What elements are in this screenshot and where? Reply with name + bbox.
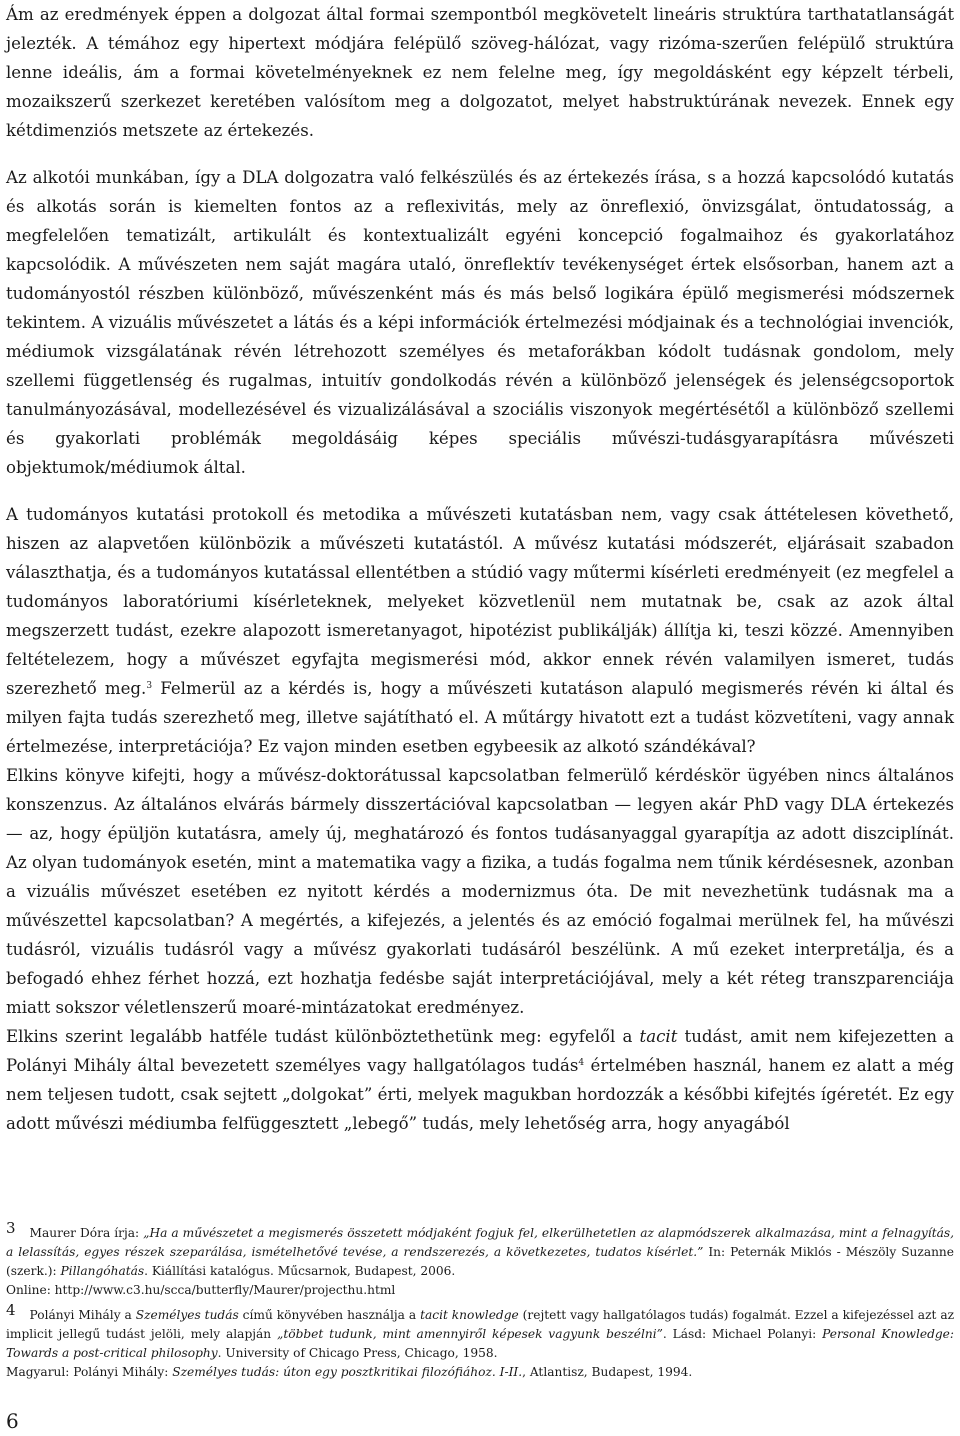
body-text — [6, 0, 954, 1138]
paragraph-elkins-knowledge-part3: értelmében használ, hanem ez alatt a még nem teljesen tudott, csak sejtett „dolgokat” érti, melyek magukban hordozzák a későbbi kifejtés ígéretét. Ez egy adott művészi médiumba felfüggesztett „lebegő” tudás, mely lehetőség arra, hogy anyagából — [6, 1056, 954, 1133]
paragraph-research-protocol-part1: A tudományos kutatási protokoll és metodika a művészeti kutatásban nem, vagy csak áttételesen követhető, hiszen az alapvetően különbözik a művészeti kutatástól. A művész kutatási módszerét, eljárásait szabadon választhatja, és a tudományos kutatással ellentétben a stúdió vagy műtermi kísérleti eredményeit (ez megfelel a tudományos laboratóriumi kísérleteknek, melyeket közvetlenül nem mutatnak be, csak az azok által megszerzett tudást, ezekre alapozott ismeretanyagot, hipotézist publikálják) állítja ki, teszi közzé. Amennyiben feltételezem, hogy a művészet egyfajta megismerési mód, akkor ennek révén valamilyen ismeret, tudás szerezhető meg. — [6, 505, 954, 698]
footnote-4-number: 4 — [6, 1301, 16, 1319]
footnote-4-text-4: . Lásd: Michael Polanyi: — [662, 1327, 823, 1341]
footnote-4-hungarian — [6, 1363, 954, 1382]
footnote-3-publisher: . Kiállítási katalógus. Műcsarnok, Budapest, 2006. — [144, 1264, 456, 1278]
footnote-4 — [6, 1301, 955, 1363]
footnote-4-quote: „többet tudunk, mint amennyiről képesek vagyunk beszélni” — [277, 1327, 663, 1341]
paragraph-reflexivity: Az alkotói munkában, így a DLA dolgozatra való felkészülés és az értekezés írása, s a hozzá kapcsolódó kutatás és alkotás során is kiemelten fontos az a reflexivitás, mely az önreflexió, önvizsgálat, öntudatosság, a megfelelően tematizált, artikulált és kontextualizált egyéni koncepció fogalmaihoz és gyakorlatához kapcsolódik. A művészeten nem saját magára utaló, önreflektív tevékenységet értek elsősorban, hanem azt a tudományostól részben különböző, művészenként más és más belső logikára épülő megismerési módszernek tekintem. A vizuális művészetet a látás és a képi információk értelmezési módjainak és a technológiai invenciók, médiumok vizsgálatának révén létrehozott személyes és metaforákban kódolt tudásnak gondolom, mely szellemi függetlenség és rugalmas, intuitív gondolkodás révén a különböző jelenségek és jelenségcsoportok tanulmányozásával, modellezésével és vizualizálásával a szociális viszonyok megértésétől a különböző szellemi és gyakorlati problémák megoldásáig képes speciális művészi-tudásgyarapításra művészeti objektumok/médiumok által. — [6, 168, 954, 477]
footnote-3-quote: „Ha a művészetet a megismerés összetett módjaként fogjuk fel, elkerülhetetlen az alapmódszerek alkalmazása, mint a felnagyítás, a lelassítás, egyes részek szeparálása, ismételhetővé tevése, a rendszerezés, a következetes, tudatos kísérlet.” — [6, 1226, 954, 1259]
footnote-4-text-3: (rejtett vagy hallgatólagos tudás) fogalmát. Ezzel a kifejezéssel azt az implicit jellegű tudást jelöli, mely alapján — [6, 1308, 955, 1341]
footnote-4-title-2: Personal Knowledge: Towards a post-critical philosophy — [6, 1327, 954, 1360]
footnote-ref-3[interactable]: 3 — [146, 681, 153, 691]
footnote-3-online[interactable]: Online: http://www.c3.hu/scca/butterfly/Maurer/projecthu.html — [6, 1283, 396, 1297]
tacit-term: tacit — [639, 1027, 678, 1046]
footnote-4-text: Polányi Mihály a — [29, 1308, 136, 1322]
paragraph-elkins-knowledge-part2: tudást, amit nem kifejezetten a Polányi Mihály által bevezetett személyes vagy hallgatólagos tudás — [6, 1027, 954, 1075]
paragraph-elkins-knowledge — [6, 1022, 954, 1138]
footnote-4-hungarian-title: Személyes tudás: úton egy posztkritikai filozófiához. I-II. — [172, 1365, 523, 1379]
footnote-3-number: 3 — [6, 1219, 16, 1237]
footnote-3-text: Maurer Dóra írja: — [29, 1226, 144, 1240]
footnote-4-text-2: című könyvében használja a — [238, 1308, 421, 1322]
footnote-3-source: In: Peternák Miklós - Mészöly Suzanne (szerk.): — [6, 1245, 954, 1278]
footnote-ref-4[interactable]: 4 — [578, 1058, 585, 1068]
paragraph-intro: Ám az eredmények éppen a dolgozat által formai szempontból megkövetelt lineáris struktúra tarthatatlanságát jelezték. A témához egy hipertext módjára felépülő szöveg-hálózat, vagy rizóma-szerűen felépülő struktúra lenne ideális, ám a formai követelményeknek ez nem felelne meg, így megoldásként egy képzelt térbeli, mozaikszerű szerkezet keretében valósítom meg a dolgozatot, melyet habstruktúrának nevezek. Ennek egy kétdimenziós metszete az értekezés. — [6, 5, 954, 140]
footnote-3 — [6, 1219, 954, 1281]
footnote-4-publisher: . University of Chicago Press, Chicago, 1958. — [217, 1346, 498, 1360]
footnote-3-title: Pillangóhatás — [60, 1264, 145, 1278]
paragraph-elkins-knowledge-part1: Elkins szerint legalább hatféle tudást különböztethetünk meg: egyfelől a — [6, 1027, 640, 1046]
paragraph-research-protocol-part2: Felmerül az a kérdés is, hogy a művészeti kutatáson alapuló megismerés révén ki által és milyen fajta tudás szerezhető meg, illetve sajátítható el. A műtárgy hivatott ezt a tudást közvetíteni, vagy annak értelmezése, interpretációja? Ez vajon minden esetben egybeesik az alkotó szándékával? — [6, 679, 955, 756]
footnote-4-hungarian-text: Magyarul: Polányi Mihály: — [6, 1365, 173, 1379]
page-number: 6 — [6, 1409, 19, 1433]
paragraph-research-protocol — [6, 500, 954, 761]
footnote-4-title: Személyes tudás — [135, 1308, 239, 1322]
document-page — [6, 0, 954, 1138]
footnote-4-term: tacit knowledge — [420, 1308, 519, 1322]
footnote-4-hungarian-publisher: , Atlantisz, Budapest, 1994. — [522, 1365, 693, 1379]
footnotes — [6, 1219, 955, 1382]
paragraph-elkins-consensus: Elkins könyve kifejti, hogy a művész-doktorátussal kapcsolatban felmerülő kérdéskör ügyében nincs általános konszenzus. Az általános elvárás bármely disszertációval kapcsolatban — legyen akár PhD vagy DLA értekezés — az, hogy épüljön kutatásra, amely új, meghatározó és fontos tudásanyaggal gyarapítja az adott diszciplínát. Az olyan tudományok esetén, mint a matematika vagy a fizika, a tudás fogalma nem tűnik kérdésesnek, azonban a vizuális művészet esetében ez nyitott kérdés a modernizmus óta. De mit nevezhetünk tudásnak ma a művészettel kapcsolatban? A megértés, a kifejezés, a jelentés és az emóció fogalmai merülnek fel, ha művészi tudásról, vizuális tudásról vagy a művész gyakorlati tudásáról beszélünk. A mű ezeket interpretálja, és a befogadó ehhez férhet hozzá, ezt hozhatja fedésbe saját interpretációjával, mely a két réteg transzparenciája miatt sokszor véletlenszerű moaré-mintázatokat eredményez. — [6, 766, 954, 1017]
